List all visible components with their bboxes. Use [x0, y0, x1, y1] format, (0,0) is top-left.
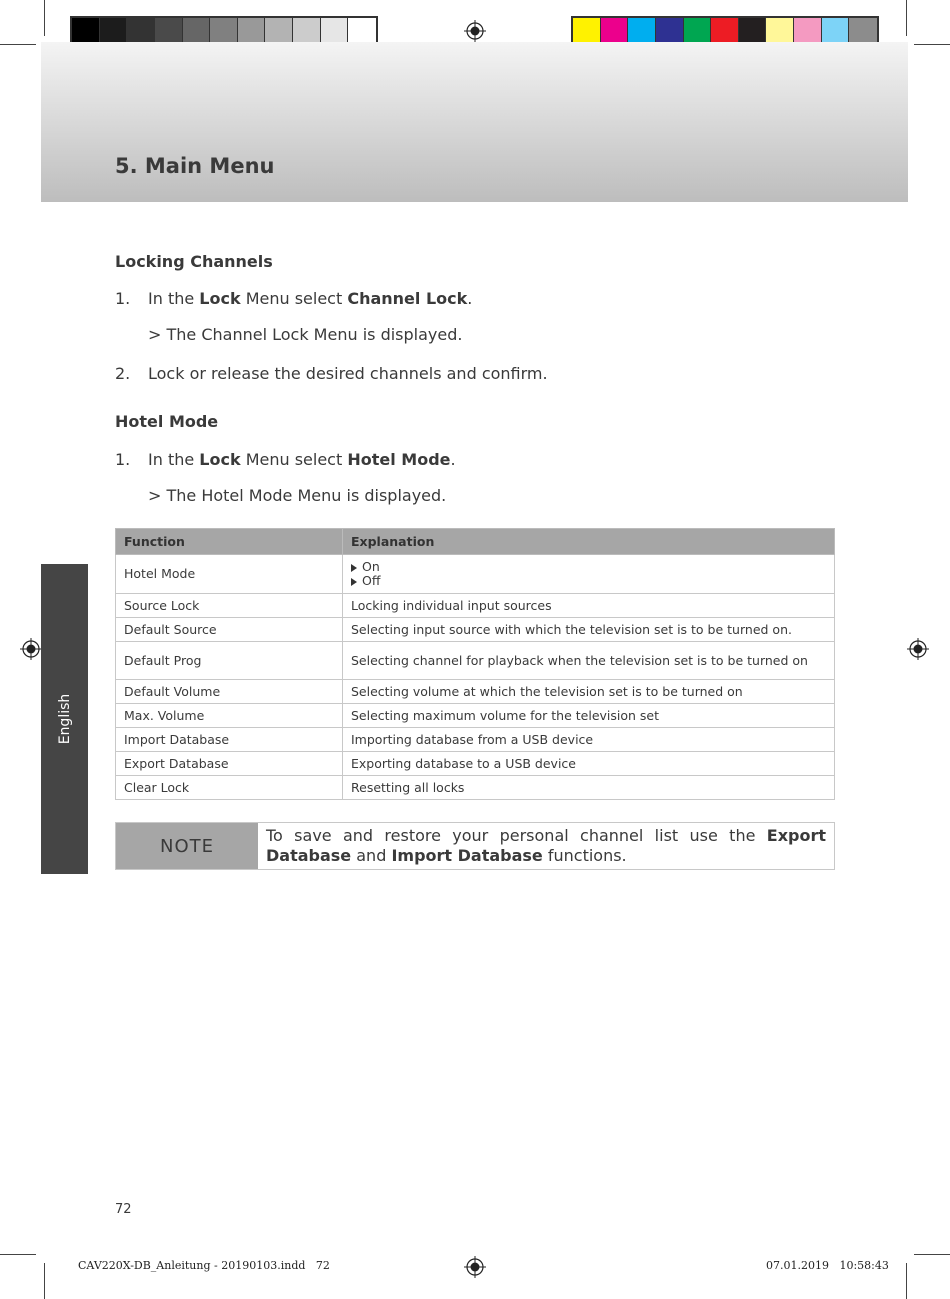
column-header-explanation: Explanation — [343, 529, 835, 555]
step-number: 1. — [115, 289, 131, 308]
step-locking-2 — [115, 364, 548, 383]
color-swatch — [601, 18, 629, 42]
note-box — [115, 822, 835, 870]
triangle-right-icon — [351, 564, 357, 572]
step-result-hotel-1: > The Hotel Mode Menu is displayed. — [148, 486, 447, 505]
cell-function: Default Prog — [116, 642, 343, 680]
table-row — [116, 594, 835, 618]
step-text: Lock or release the desired channels and confirm. — [148, 364, 548, 383]
note-text-part: functions. — [542, 846, 627, 865]
color-swatch — [72, 18, 100, 42]
cell-explanation-options — [343, 555, 835, 594]
cell-function: Default Source — [116, 618, 343, 642]
crop-mark — [906, 0, 907, 36]
color-swatch — [711, 18, 739, 42]
crop-mark — [44, 0, 45, 36]
language-tab — [41, 564, 88, 874]
registration-mark-icon — [464, 1256, 486, 1278]
table-row — [116, 680, 835, 704]
step-text: Menu select — [240, 450, 348, 469]
table-row — [116, 728, 835, 752]
table-header-row — [116, 529, 835, 555]
table-row — [116, 752, 835, 776]
option-item — [351, 560, 826, 574]
process-color-bar — [571, 16, 879, 44]
registration-mark-icon — [20, 638, 42, 660]
cell-explanation: Selecting maximum volume for the television set — [343, 704, 835, 728]
option-item — [351, 574, 826, 588]
note-label: NOTE — [116, 823, 258, 869]
crop-mark — [914, 1254, 950, 1255]
step-hotel-1 — [115, 450, 456, 469]
color-swatch — [210, 18, 238, 42]
step-bold-term: Hotel Mode — [347, 450, 451, 469]
section-heading-hotel-mode: Hotel Mode — [115, 412, 219, 431]
grayscale-color-bar — [70, 16, 378, 44]
option-label: On — [362, 559, 380, 574]
color-swatch — [238, 18, 266, 42]
header-band — [41, 42, 908, 202]
step-text: In the — [148, 289, 200, 308]
color-swatch — [684, 18, 712, 42]
color-swatch — [293, 18, 321, 42]
step-result-locking-1: > The Channel Lock Menu is displayed. — [148, 325, 463, 344]
crop-mark — [0, 1254, 36, 1255]
page-title: 5. Main Menu — [115, 154, 275, 178]
color-swatch — [628, 18, 656, 42]
step-bold-term: Channel Lock — [347, 289, 468, 308]
cell-explanation: Locking individual input sources — [343, 594, 835, 618]
step-locking-1 — [115, 289, 472, 308]
step-bold-term: Lock — [199, 289, 241, 308]
color-swatch — [794, 18, 822, 42]
footer-datetime: 07.01.2019 10:58:43 — [766, 1259, 889, 1272]
language-tab-label: English — [56, 693, 73, 745]
cell-explanation: Selecting channel for playback when the television set is to be turned on — [343, 642, 835, 680]
color-swatch — [155, 18, 183, 42]
color-swatch — [100, 18, 128, 42]
triangle-right-icon — [351, 578, 357, 586]
color-swatch — [348, 18, 376, 42]
function-table — [115, 528, 835, 800]
page-number: 72 — [115, 1202, 132, 1217]
column-header-function: Function — [116, 529, 343, 555]
section-heading-locking-channels: Locking Channels — [115, 252, 273, 271]
note-text-part: To save and restore your personal channel list use the — [266, 826, 767, 845]
registration-mark-icon — [464, 20, 486, 42]
note-text-part: and — [351, 846, 392, 865]
note-bold-term: Import Database — [391, 846, 543, 865]
color-swatch — [766, 18, 794, 42]
table-row — [116, 642, 835, 680]
step-bold-term: Lock — [199, 450, 241, 469]
table-row — [116, 776, 835, 800]
cell-function: Clear Lock — [116, 776, 343, 800]
color-swatch — [321, 18, 349, 42]
cell-explanation: Resetting all locks — [343, 776, 835, 800]
color-swatch — [822, 18, 850, 42]
table-row — [116, 704, 835, 728]
cell-explanation: Selecting input source with which the television set is to be turned on. — [343, 618, 835, 642]
crop-mark — [906, 1263, 907, 1299]
footer-file-name: CAV220X-DB_Anleitung - 20190103.indd 72 — [78, 1259, 330, 1272]
step-text: Menu select — [240, 289, 348, 308]
step-text: In the — [148, 450, 200, 469]
color-swatch — [739, 18, 767, 42]
color-swatch — [573, 18, 601, 42]
step-number: 1. — [115, 450, 131, 469]
color-swatch — [183, 18, 211, 42]
color-swatch — [127, 18, 155, 42]
cell-function: Import Database — [116, 728, 343, 752]
cell-function: Hotel Mode — [116, 555, 343, 594]
crop-mark — [44, 1263, 45, 1299]
crop-mark — [0, 44, 36, 45]
note-bold-term: Export Database — [266, 826, 826, 865]
cell-function: Export Database — [116, 752, 343, 776]
color-swatch — [849, 18, 877, 42]
cell-function: Source Lock — [116, 594, 343, 618]
table-row — [116, 618, 835, 642]
cell-function: Max. Volume — [116, 704, 343, 728]
note-text — [258, 823, 834, 869]
color-swatch — [265, 18, 293, 42]
cell-function: Default Volume — [116, 680, 343, 704]
registration-mark-icon — [907, 638, 929, 660]
color-swatch — [656, 18, 684, 42]
cell-explanation: Exporting database to a USB device — [343, 752, 835, 776]
crop-mark — [914, 44, 950, 45]
step-number: 2. — [115, 364, 131, 383]
step-text: . — [467, 289, 473, 308]
cell-explanation: Importing database from a USB device — [343, 728, 835, 752]
step-text: . — [450, 450, 456, 469]
table-row — [116, 555, 835, 594]
cell-explanation: Selecting volume at which the television set is to be turned on — [343, 680, 835, 704]
option-label: Off — [362, 573, 381, 588]
